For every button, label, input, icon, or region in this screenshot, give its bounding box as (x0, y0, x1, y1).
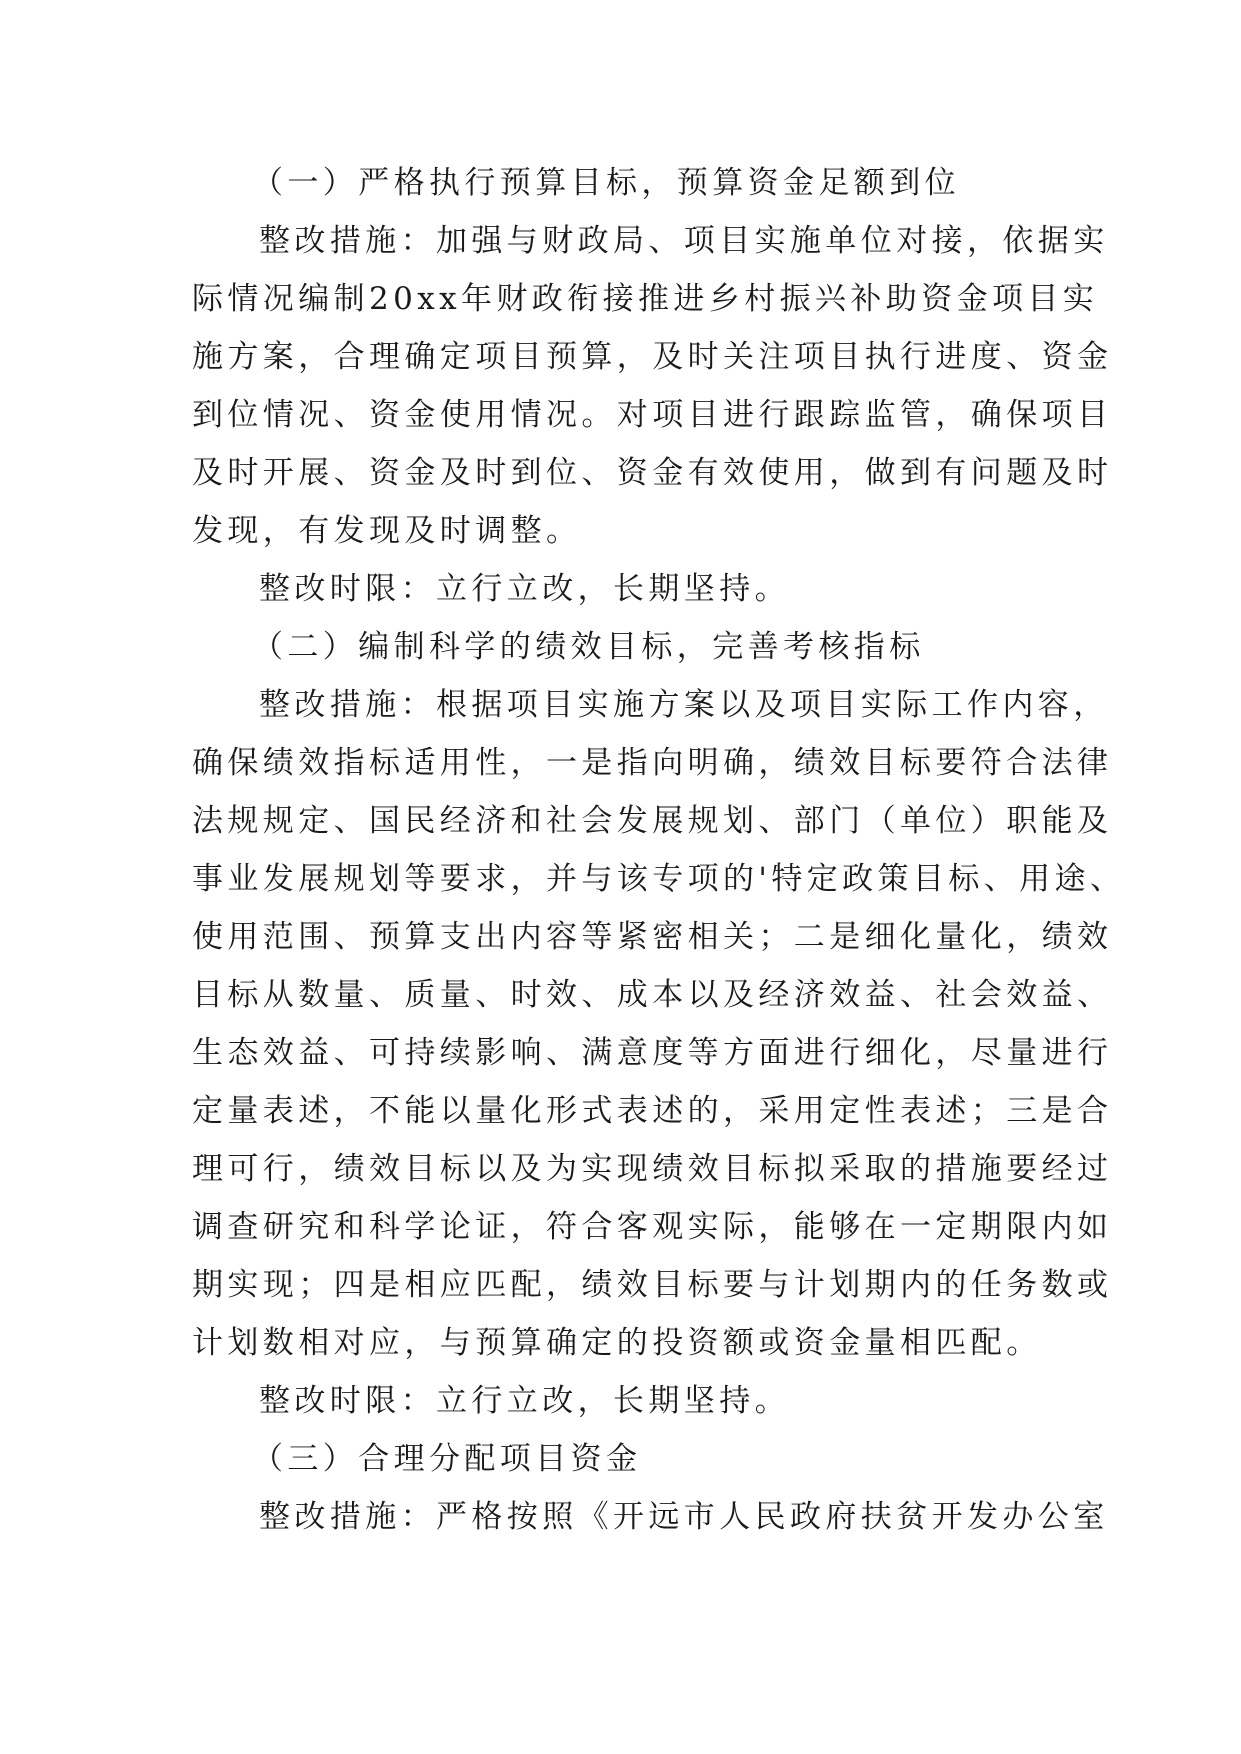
paragraph-line: 确保绩效指标适用性，一是指向明确，绩效目标要符合法律 (192, 745, 1113, 781)
paragraph-line: 整改措施：根据项目实施方案以及项目实际工作内容， (259, 687, 1109, 723)
paragraph-line: 事业发展规划等要求，并与该专项的'特定政策目标、用途、 (192, 861, 1126, 897)
deadline-line: 整改时限：立行立改，长期坚持。 (259, 571, 790, 607)
paragraph-line: 生态效益、可持续影响、满意度等方面进行细化，尽量进行 (192, 1035, 1113, 1071)
paragraph-line: 调查研究和科学论证，符合客观实际，能够在一定期限内如 (192, 1209, 1113, 1245)
section-heading-3: （三）合理分配项目资金 (252, 1441, 642, 1477)
paragraph-line: 定量表述，不能以量化形式表述的，采用定性表述；三是合 (192, 1093, 1113, 1129)
paragraph-line: 计划数相对应，与预算确定的投资额或资金量相匹配。 (192, 1325, 1042, 1361)
paragraph-line: 及时开展、资金及时到位、资金有效使用，做到有问题及时 (192, 455, 1113, 491)
paragraph-line: 理可行，绩效目标以及为实现绩效目标拟采取的措施要经过 (192, 1151, 1113, 1187)
paragraph-line: 使用范围、预算支出内容等紧密相关；二是细化量化，绩效 (192, 919, 1113, 955)
paragraph-line: 法规规定、国民经济和社会发展规划、部门（单位）职能及 (192, 803, 1113, 839)
section-heading-2: （二）编制科学的绩效目标，完善考核指标 (252, 629, 925, 665)
paragraph-line: 目标从数量、质量、时效、成本以及经济效益、社会效益、 (192, 977, 1113, 1013)
paragraph-line: 发现，有发现及时调整。 (192, 513, 582, 549)
paragraph-line: 整改措施：严格按照《开远市人民政府扶贫开发办公室 (259, 1499, 1109, 1535)
paragraph-line: 整改措施：加强与财政局、项目实施单位对接，依据实 (259, 223, 1109, 259)
paragraph-line: 期实现；四是相应匹配，绩效目标要与计划期内的任务数或 (192, 1267, 1113, 1303)
paragraph-line: 际情况编制20xx年财政衔接推进乡村振兴补助资金项目实 (192, 281, 1099, 317)
paragraph-line: 到位情况、资金使用情况。对项目进行跟踪监管，确保项目 (192, 397, 1113, 433)
deadline-line: 整改时限：立行立改，长期坚持。 (259, 1383, 790, 1419)
paragraph-line: 施方案，合理确定项目预算，及时关注项目执行进度、资金 (192, 339, 1113, 375)
section-heading-1: （一）严格执行预算目标，预算资金足额到位 (252, 165, 960, 201)
